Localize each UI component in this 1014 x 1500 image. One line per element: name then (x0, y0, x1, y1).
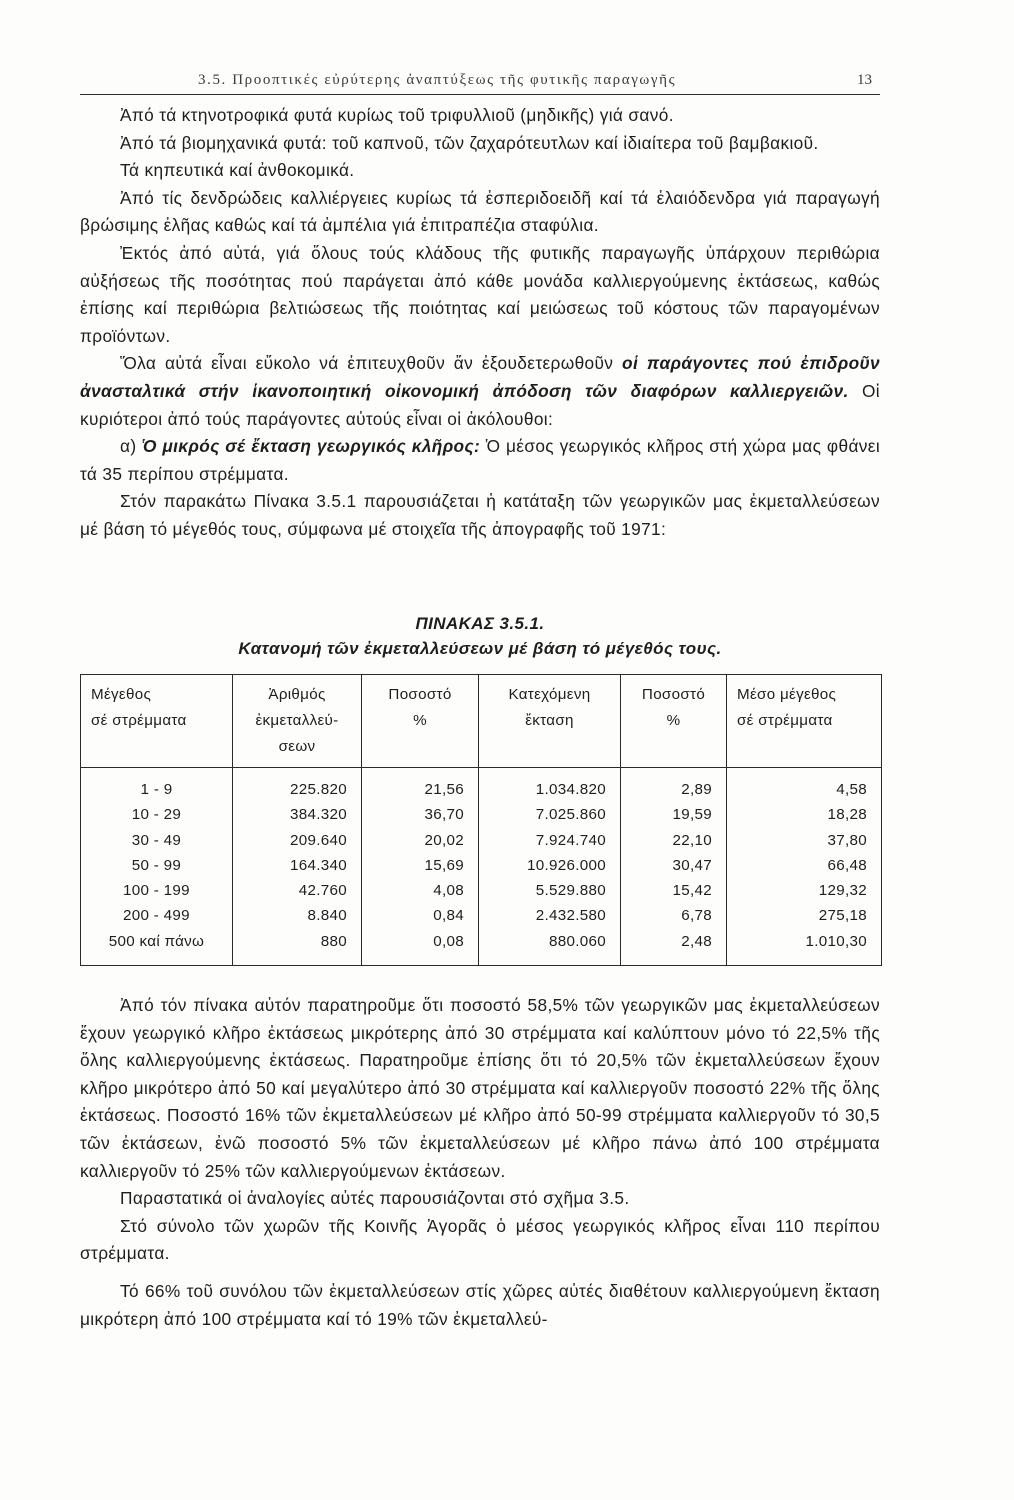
cell-count: 164.340 (233, 853, 362, 878)
paragraph-common-market: Στό σύνολο τῶν χωρῶν τῆς Κοινῆς Ἀγορᾶς ὁ μέσος γεωργικός κλῆρος εἶναι 110 περίπου στρέμματα. (80, 1215, 880, 1264)
cell-size: 100 - 199 (81, 878, 233, 903)
cell-area-percent: 2,48 (621, 929, 727, 966)
intro-text (80, 102, 880, 544)
table-caption: Κατανομή τῶν ἐκμεταλλεύσεων μέ βάση τό μέγεθός τους. (238, 639, 722, 658)
cell-count-percent: 21,56 (362, 768, 479, 803)
table-row (81, 853, 882, 878)
header-average-size: Μέσο μέγεθος σέ στρέμματα (727, 675, 882, 768)
header-holdings-percent: Ποσοστό % (362, 675, 479, 768)
paragraph-industrial-crops: Ἀπό τά βιομηχανικά φυτά: τοῦ καπνοῦ, τῶν ζαχαρότευτλων καί ἰδιαίτερα τοῦ βαμβακιοῦ. (120, 132, 819, 153)
small-holding-text: Ὁ μέσος γεωργικός κλῆρος στή χώρα μας φθάνει τά 35 περίπου στρέμματα. (80, 436, 881, 484)
paragraph-horticulture: Τά κηπευτικά καί ἀνθοκομικά. (120, 160, 355, 181)
cell-area: 880.060 (479, 929, 621, 966)
header-area: Κατεχόμενη ἔκταση (479, 675, 621, 768)
paragraph-holdings-share: Τό 66% τοῦ συνόλου τῶν ἐκμεταλλεύσεων στίς χῶρες αὐτές διαθέτουν καλλιεργούμενη ἔκταση μικρότερη ἀπό 100 στρέμματα καί τό 19% τῶν ἐκμεταλλεύ- (80, 1280, 880, 1329)
table-row (81, 929, 882, 966)
cell-area: 2.432.580 (479, 903, 621, 928)
cell-count: 42.760 (233, 878, 362, 903)
cell-area-percent: 6,78 (621, 903, 727, 928)
paragraph-factors (80, 350, 880, 433)
cell-count: 8.840 (233, 903, 362, 928)
cell-count-percent: 36,70 (362, 802, 479, 827)
cell-count-percent: 4,08 (362, 878, 479, 903)
paragraph-figure-reference: Παραστατικά οἱ ἀναλογίες αὐτές παρουσιάζονται στό σχῆμα 3.5. (120, 1188, 630, 1209)
cell-area: 7.025.860 (479, 802, 621, 827)
running-header (80, 54, 880, 95)
cell-size: 50 - 99 (81, 853, 233, 878)
table-row (81, 878, 882, 903)
cell-count-percent: 20,02 (362, 827, 479, 852)
cell-size: 1 - 9 (81, 768, 233, 803)
cell-size: 500 καί πάνω (81, 929, 233, 966)
cell-size: 30 - 49 (81, 827, 233, 852)
header-area-percent: Ποσοστό % (621, 675, 727, 768)
factors-text-start: Ὅλα αὐτά εἶναι εὔκολο νά ἐπιτευχθοῦν ἄν ἐξουδετερωθοῦν (120, 353, 614, 374)
cell-size: 10 - 29 (81, 802, 233, 827)
item-label-a: α) (120, 436, 137, 457)
cell-average: 18,28 (727, 802, 882, 827)
holdings-table (80, 674, 882, 966)
cell-average: 129,32 (727, 878, 882, 903)
cell-area-percent: 30,47 (621, 853, 727, 878)
header-size: Μέγεθος σέ στρέμματα (81, 675, 233, 768)
factors-emphasis: οἱ παράγοντες πού ἐπιδροῦν ἀνασταλτικά στήν ἱκανοποιητική οἰκονομική ἀπόδοση τῶν διαφόρων καλλιεργειῶν. (80, 353, 881, 401)
cell-area-percent: 19,59 (621, 802, 727, 827)
cell-area: 1.034.820 (479, 768, 621, 803)
paragraph-margins: Ἐκτός ἀπό αὐτά, γιά ὅλους τούς κλάδους τῆς φυτικῆς παραγωγῆς ὑπάρχουν περιθώρια αὐξήσεως τῆς ποσότητας πού παράγεται ἀπό κάθε μονάδα καλλιεργούμενης ἐκτάσεως, καθώς ἐπίσης καί περιθώρια βελτιώσεως τῆς ποιότητας καί μειώσεως τοῦ κόστους τῶν παραγομένων προϊόντων. (80, 242, 880, 346)
cell-count-percent: 15,69 (362, 853, 479, 878)
cell-area-percent: 22,10 (621, 827, 727, 852)
cell-average: 275,18 (727, 903, 882, 928)
cell-count: 384.320 (233, 802, 362, 827)
cell-average: 1.010,30 (727, 929, 882, 966)
cell-area-percent: 15,42 (621, 878, 727, 903)
paragraph-table-analysis: Ἀπό τόν πίνακα αὐτόν παρατηροῦμε ὅτι ποσοστό 58,5% τῶν γεωργικῶν μας ἐκμεταλλεύσεων ἔχουν γεωργικό κλῆρο ἐκτάσεως μικρότερης ἀπό 30 στρέμματα καί καλύπτουν μόνο τό 22,5% τῆς ὅλης καλλιεργούμενης ἐκτάσεως. Παρατηροῦμε ἐπίσης ὅτι τό 20,5% τῶν ἐκμεταλλεύσεων ἔχουν κλῆρο μικρότερο ἀπό 50 καί μεγαλύτερο ἀπό 30 στρέμματα καί καλλιεργοῦν ποσοστό 22% τῆς ὅλης ἐκτάσεως. Ποσοστό 16% τῶν ἐκμεταλλεύσεων μέ κλῆρο ἀπό 50-99 στρέμματα καλλιεργοῦν τό 30,5 τῶν ἐκτάσεων, ἐνῶ ποσοστό 5% τῶν ἐκμεταλλεύσεων μέ κλῆρο πάνω ἀπό 100 στρέμματα καλλιεργοῦν τό 25% τῶν καλλιεργούμενων ἐκτάσεων. (80, 995, 880, 1181)
cell-count: 225.820 (233, 768, 362, 803)
cell-area-percent: 2,89 (621, 768, 727, 803)
header-title: 3.5. Προοπτικές εὐρύτερης ἀναπτύξεως τῆς φυτικῆς παραγωγῆς (198, 72, 677, 88)
cell-average: 4,58 (727, 768, 882, 803)
cell-area: 5.529.880 (479, 878, 621, 903)
table-row (81, 827, 882, 852)
paragraph-table-intro: Στόν παρακάτω Πίνακα 3.5.1 παρουσιάζεται ἡ κατάταξη τῶν γεωργικῶν μας ἐκμεταλλεύσεων μέ βάση τό μέγεθός τους, σύμφωνα μέ στοιχεῖα τῆς ἀπογραφῆς τοῦ 1971: (80, 491, 880, 539)
cell-area: 7.924.740 (479, 827, 621, 852)
small-holding-emphasis: Ὁ μικρός σέ ἔκταση γεωργικός κλῆρος: (142, 436, 481, 457)
table-header-row (81, 675, 882, 768)
table-row (81, 768, 882, 803)
cell-area: 10.926.000 (479, 853, 621, 878)
table-number: ΠΙΝΑΚΑΣ 3.5.1. (415, 614, 545, 633)
header-holdings-count: Ἀριθμός ἐκμεταλλεύ- σεων (233, 675, 362, 768)
paragraph-fodder-crops: Ἀπό τά κτηνοτροφικά φυτά κυρίως τοῦ τριφυλλιοῦ (μηδικῆς) γιά σανό. (120, 105, 674, 125)
factors-text-end: Οἱ κυριότεροι ἀπό τούς παράγοντες αὐτούς εἶναι οἱ ἀκόλουθοι: (80, 380, 880, 429)
cell-size: 200 - 499 (81, 903, 233, 928)
cell-count-percent: 0,84 (362, 903, 479, 928)
analysis-text (80, 992, 880, 1333)
cell-average: 37,80 (727, 827, 882, 852)
cell-count-percent: 0,08 (362, 929, 479, 966)
cell-count: 209.640 (233, 827, 362, 852)
cell-count: 880 (233, 929, 362, 966)
paragraph-tree-crops: Ἀπό τίς δενδρώδεις καλλιέργειες κυρίως τά ἐσπεριδοειδῆ καί τά ἐλαιόδενδρα γιά παραγωγή βρώσιμης ἐλῆας καθώς καί τά ἀμπέλια γιά ἐπιτραπέζια σταφύλια. (80, 187, 880, 236)
paragraph-small-holding (80, 433, 880, 488)
table-row (81, 903, 882, 928)
cell-average: 66,48 (727, 853, 882, 878)
page-number: 13 (857, 72, 872, 88)
table-row (81, 802, 882, 827)
